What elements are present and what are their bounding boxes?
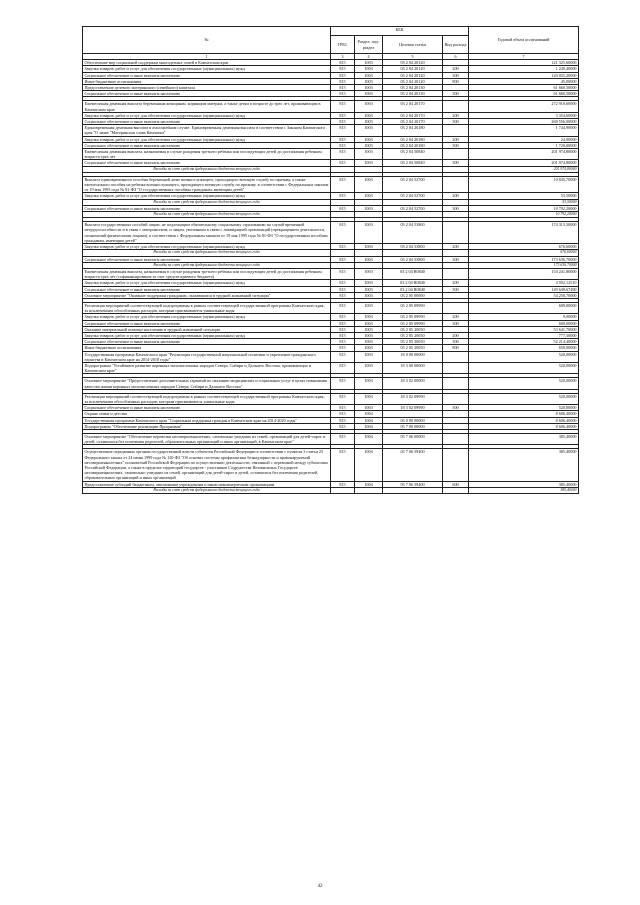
index-cell: 1	[83, 54, 331, 60]
header-razdel: Раздел, под-раздел	[355, 36, 383, 54]
row-grbs: 815	[331, 405, 355, 411]
row-vr: 200	[443, 112, 469, 118]
row-name: Ежемесячная денежная выплата, назначаемая в случае рождения третьего ребенка или последующих детей до достижения ребенком возраста трех лет	[83, 149, 331, 160]
row-name: Реализация мероприятий соответствующей подпрограммы в рамках соответствующей государственной программы Камчатского края, за исключением обособленных расходов, которым присваиваются уникальные коды	[83, 302, 331, 313]
row-razdel: 1003	[355, 244, 383, 250]
row-vr: 200	[443, 332, 469, 338]
table-row	[83, 125, 579, 136]
row-razdel: 1003	[355, 101, 383, 112]
row-grbs: 815	[331, 142, 355, 148]
row-grbs: 815	[331, 125, 355, 136]
row-name: Единовременная денежная выплата в associatedном случае: Единовременная денежная выплата в соответствии с Законом Камчатского края "О знаке "Материнская слава Камчатки"	[83, 125, 331, 136]
row-name: Закупка товаров, работ и услуг для обеспечения государственных (муниципальных) нужд	[83, 112, 331, 118]
row-grbs: 815	[331, 433, 355, 444]
row-razdel: 1003	[355, 393, 383, 404]
budget-sheet	[82, 26, 578, 494]
note-sum: 385,40000	[469, 487, 579, 493]
row-name: Закупка товаров, работ и услуг для обеспечения государственных (муниципальных) нужд	[83, 244, 331, 250]
row-sum: 53 641,70000	[469, 326, 579, 332]
row-cs: 03 2 04 50840	[383, 160, 443, 166]
row-sum: 520,00000	[469, 351, 579, 362]
table-row	[83, 149, 579, 160]
table-row	[83, 362, 579, 373]
header-kbk: КБК	[331, 27, 469, 36]
row-grbs: 815	[331, 222, 355, 244]
note-text: Расходы за счет средств федерального бюджета текущего года	[83, 487, 331, 493]
row-grbs: 815	[331, 193, 355, 199]
row-vr: 300	[443, 91, 469, 97]
row-razdel: 1003	[355, 292, 383, 298]
row-grbs: 815	[331, 481, 355, 487]
table-row	[83, 378, 579, 389]
row-razdel: 1004	[355, 481, 383, 487]
row-sum: 121 325,60000	[469, 60, 579, 66]
row-sum: 520,00000	[469, 362, 579, 373]
row-grbs: 815	[331, 302, 355, 313]
row-cs: 03 2 05 20050	[383, 326, 443, 332]
row-sum: 272 910,60000	[469, 101, 579, 112]
row-cs: 03 7 06 59400	[383, 449, 443, 481]
note-text: Расходы за счет средств федерального бюджета текущего года	[83, 250, 331, 256]
row-cs: 03 2 05 20050	[383, 339, 443, 345]
row-sum: 45,00000	[469, 78, 579, 84]
note-row	[83, 487, 579, 493]
row-razdel: 1003	[355, 119, 383, 125]
row-razdel: 1003	[355, 326, 383, 332]
row-sum: 201 974,80000	[469, 160, 579, 166]
row-cs: 18 3 00 00000	[383, 362, 443, 373]
table-row	[83, 433, 579, 444]
row-razdel: 1004	[355, 433, 383, 444]
row-sum: 61 660,50000	[469, 85, 579, 91]
row-name: Социальное обеспечение и иные выплаты населению	[83, 91, 331, 97]
row-vr: 800	[443, 78, 469, 84]
row-grbs: 815	[331, 268, 355, 279]
row-name: Ежемесячная денежная выплата, назначаемая в случае рождения третьего ребенка или последующих детей до достижения ребенком возраста трех лет (софинансирование за счет средств краевого бюджета)	[83, 268, 331, 279]
row-name: Закупка товаров, работ и услуг для обеспечения государственных (муниципальных) нужд	[83, 193, 331, 199]
row-razdel: 1003	[355, 286, 383, 292]
row-sum: 10 845,70000	[469, 176, 579, 193]
header-vr: Вид расхода	[443, 36, 469, 54]
row-razdel: 1003	[355, 205, 383, 211]
row-vr: 200	[443, 244, 469, 250]
row-grbs: 815	[331, 339, 355, 345]
row-grbs: 815	[331, 449, 355, 481]
table-row	[83, 302, 579, 313]
row-razdel: 1003	[355, 112, 383, 118]
row-sum: 777,30000	[469, 332, 579, 338]
row-razdel: 1003	[355, 66, 383, 72]
row-cs: 03 0 00 00000	[383, 417, 443, 423]
row-cs: 18 3 02 09990	[383, 405, 443, 411]
row-name: Государственная программа Камчатского края "Реализация государственной национальной политики и укрепление гражданского единства в Камчатском крае на 2014-2018 годы"	[83, 351, 331, 362]
row-cs: 03 2 04 20180	[383, 136, 443, 142]
row-razdel: 1003	[355, 339, 383, 345]
header-sum: Годовой объем ассигнований	[469, 27, 579, 54]
table-row	[83, 268, 579, 279]
row-name: Осуществление переданных органам государственной власти субъектов Российской Федерации в соответствии с пунктом 3 статьи 25 Федерального закона от 24 июня 1999 года № 120-ФЗ "Об основах системы профилактики безнадзорности и правонарушений несовершеннолетних" полномочий Российской Федерации по осуществлению деятельности, связанной с перевозкой между субъектами Российской Федерации, а также в пределах территорий государств - участников Содружества Независимых Государств несовершеннолетних, самовольно ушедших из семей, организаций для детей-сирот и детей, оставшихся без попечения родителей, образовательных организаций и иных организаций	[83, 449, 331, 481]
row-sum: 385,40000	[469, 449, 579, 481]
row-razdel: 1003	[355, 85, 383, 91]
row-vr: 300	[443, 339, 469, 345]
row-razdel: 1003	[355, 91, 383, 97]
note-text: Расходы за счет средств федерального бюджета текущего года	[83, 199, 331, 205]
row-razdel: 1003	[355, 268, 383, 279]
row-vr: 200	[443, 66, 469, 72]
row-sum: 154 241,80000	[469, 268, 579, 279]
note-text: Расходы за счет средств федерального бюджета текущего года	[83, 262, 331, 268]
row-name: Социальное обеспечение и иные выплаты населению	[83, 119, 331, 125]
row-razdel: 1003	[355, 222, 383, 244]
row-sum: 10 792,20000	[469, 205, 579, 211]
row-cs: 03 2 04 20170	[383, 112, 443, 118]
row-name: Социальное обеспечение и иные выплаты населению	[83, 286, 331, 292]
row-vr: 300	[443, 119, 469, 125]
row-sum: 1 744,90000	[469, 125, 579, 136]
row-name: Закупка товаров, работ и услуг для обеспечения государственных (муниципальных) нужд	[83, 66, 331, 72]
row-cs: 03 2 04 20180	[383, 142, 443, 148]
table-row	[83, 101, 579, 112]
row-razdel: 1003	[355, 345, 383, 351]
row-cs: 03 2 04 52700	[383, 193, 443, 199]
row-cs: 03 2 05 20050	[383, 332, 443, 338]
row-name: Социальное обеспечение и иные выплаты населению	[83, 160, 331, 166]
row-name: Социальное обеспечение и иные выплаты населению	[83, 142, 331, 148]
row-name: Социальное обеспечение и иные выплаты населению	[83, 256, 331, 262]
page-number: 42	[317, 884, 323, 889]
row-sum: 385,40000	[469, 433, 579, 444]
row-vr	[443, 449, 469, 481]
row-vr: 800	[443, 345, 469, 351]
row-razdel: 1004	[355, 449, 383, 481]
row-razdel: 1003	[355, 332, 383, 338]
row-grbs: 815	[331, 292, 355, 298]
row-cs: 18 0 00 00000	[383, 351, 443, 362]
row-name: Иные бюджетные ассигнования	[83, 78, 331, 84]
table-body	[83, 60, 579, 494]
row-sum: 8 606,40000	[469, 411, 579, 417]
row-vr: 300	[443, 405, 469, 411]
row-sum: 520,00000	[469, 405, 579, 411]
row-cs: 03 2 04 20120	[383, 60, 443, 66]
row-sum: 61 660,50000	[469, 91, 579, 97]
row-razdel: 1003	[355, 378, 383, 389]
row-name: Социальное обеспечение и иные выплаты населению	[83, 205, 331, 211]
header-no-cell: №	[83, 27, 331, 54]
row-razdel: 1004	[355, 417, 383, 423]
row-cs: 03 2 04 20120	[383, 72, 443, 78]
row-name: Подпрограмма "Обеспечение реализации Программы"	[83, 423, 331, 429]
row-sum: 8 606,40000	[469, 417, 579, 423]
row-grbs: 815	[331, 205, 355, 211]
row-grbs: 815	[331, 417, 355, 423]
table-row	[83, 176, 579, 193]
row-cs: 03 2 04 20120	[383, 66, 443, 72]
row-name: Реализация мероприятий соответствующей подпрограммы в рамках соответствующей государственной программы Камчатского края, за исключением обособленных расходов, которым присваиваются уникальные коды	[83, 393, 331, 404]
note-sum: 53,50000	[469, 199, 579, 205]
row-cs: 03 2 04 52700	[383, 205, 443, 211]
row-vr: 200	[443, 136, 469, 142]
row-sum: 52 214,40000	[469, 339, 579, 345]
row-name: Иные бюджетные ассигнования	[83, 345, 331, 351]
empty-cell	[331, 487, 355, 493]
row-vr: 200	[443, 280, 469, 286]
row-razdel: 1004	[355, 423, 383, 429]
row-cs: 03 2 04 20170	[383, 119, 443, 125]
row-sum: 8 606,40000	[469, 423, 579, 429]
row-grbs: 815	[331, 326, 355, 332]
row-vr	[443, 393, 469, 404]
row-razdel: 1003	[355, 149, 383, 160]
row-name: Закупка товаров, работ и услуг для обеспечения государственных (муниципальных) нужд	[83, 136, 331, 142]
row-sum: 385,40000	[469, 481, 579, 487]
row-razdel: 1003	[355, 142, 383, 148]
note-text: Расходы за счет средств федерального бюджета текущего года	[83, 166, 331, 172]
row-grbs: 815	[331, 332, 355, 338]
table-row	[83, 351, 579, 362]
empty-cell	[355, 487, 383, 493]
row-cs: 03 2 04 52700	[383, 176, 443, 193]
row-cs: 18 3 02 00000	[383, 378, 443, 389]
row-vr: 600	[443, 481, 469, 487]
row-cs: 03 7 00 00000	[383, 423, 443, 429]
empty-cell	[443, 487, 469, 493]
row-name: Социальное обеспечение и иные выплаты населению	[83, 320, 331, 326]
row-grbs: 815	[331, 101, 355, 112]
row-vr: 300	[443, 205, 469, 211]
row-razdel: 1003	[355, 136, 383, 142]
row-cs: 03 7 06 00000	[383, 433, 443, 444]
row-name: Основное мероприятие "Предоставление дополнительных гарантий по оказанию медицинских и социальных услуг в целях повышения качества жизни коренных малочисленных народов Севера, Сибири и Дальнего Востока"	[83, 378, 331, 389]
row-vr	[443, 222, 469, 244]
row-grbs: 815	[331, 91, 355, 97]
row-name: Основное мероприятие "Оказание поддержки гражданам, оказавшимся в трудной жизненной ситуации"	[83, 292, 331, 298]
row-sum: 174 313,30000	[469, 222, 579, 244]
row-sum: 269 556,00000	[469, 119, 579, 125]
row-razdel: 1003	[355, 176, 383, 193]
note-sum: 10 792,20000	[469, 212, 579, 218]
row-sum: 173 636,70000	[469, 256, 579, 262]
row-name: Государственная программа Камчатского края "Социальная поддержка граждан в Камчатском крае на 2014-2020 годы"	[83, 417, 331, 423]
row-name: Обеспечение мер социальной поддержки многодетных семей в Камчатском крае	[83, 60, 331, 66]
row-vr	[443, 149, 469, 160]
row-cs: 03 2 04 R0840	[383, 286, 443, 292]
table-row	[83, 449, 579, 481]
row-cs: 03 2 05 09990	[383, 314, 443, 320]
row-sum: 1 720,00000	[469, 142, 579, 148]
row-vr	[443, 351, 469, 362]
row-cs: 03 7 06 59400	[383, 481, 443, 487]
row-name: Предоставление целевого материнского (семейного) капитала	[83, 85, 331, 91]
row-cs: 03 2 04 53800	[383, 244, 443, 250]
row-sum: 54 250,70000	[469, 292, 579, 298]
table-row	[83, 222, 579, 244]
row-sum: 1 249,40000	[469, 66, 579, 72]
row-sum: 149 649,67490	[469, 286, 579, 292]
row-sum: 676,60000	[469, 244, 579, 250]
row-vr: 300	[443, 72, 469, 78]
row-vr: 300	[443, 142, 469, 148]
index-cell: 7	[469, 54, 579, 60]
index-cell: 3	[331, 54, 355, 60]
note-sum: 201 974,80000	[469, 166, 579, 172]
row-name: Выплата государственных пособий лицам, не подлежащим обязательному социальному страхованию на случай временной нетрудоспособности и в связи с материнством, и лицам, уволенным в связи с ликвидацией организаций (прекращением деятельности, полномочий физическими лицами), в соответствии с Федеральным законом от 19 мая 1995 года № 81-ФЗ "О государственных пособиях гражданам, имеющим детей"	[83, 222, 331, 244]
row-grbs: 815	[331, 362, 355, 373]
row-cs: 03 2 04 20120	[383, 78, 443, 84]
row-name: Предоставление субсидий бюджетным, автономным учреждениям и иным некоммерческим организациям	[83, 481, 331, 487]
row-name: Основное мероприятие "Обеспечение перевозки несовершеннолетних, самовольно ушедших из семей, организаций для детей-сирот и детей, оставшихся без попечения родителей, образовательных организаций и иных организаций, в Камчатском крае"	[83, 433, 331, 444]
row-cs: 03 2 04 20170	[383, 101, 443, 112]
row-grbs: 815	[331, 160, 355, 166]
row-vr	[443, 378, 469, 389]
row-vr: 200	[443, 314, 469, 320]
row-cs: 03 2 04 53800	[383, 256, 443, 262]
row-razdel: 1003	[355, 280, 383, 286]
row-vr	[443, 433, 469, 444]
row-sum: 520,00000	[469, 378, 579, 389]
row-sum: 3 354,60000	[469, 112, 579, 118]
row-grbs: 815	[331, 280, 355, 286]
row-vr	[443, 101, 469, 112]
row-vr: 300	[443, 160, 469, 166]
row-grbs: 815	[331, 411, 355, 417]
row-sum: 53,50000	[469, 193, 579, 199]
row-name: Социальное обеспечение и иные выплаты населению	[83, 339, 331, 345]
row-razdel: 1003	[355, 405, 383, 411]
row-grbs: 815	[331, 85, 355, 91]
row-grbs: 815	[331, 72, 355, 78]
row-grbs: 815	[331, 149, 355, 160]
row-sum: 120 031,20000	[469, 72, 579, 78]
note-text: Расходы за счет средств федерального бюджета текущего года	[83, 212, 331, 218]
row-grbs: 815	[331, 176, 355, 193]
note-sum: 676,60000	[469, 250, 579, 256]
row-razdel: 1003	[355, 78, 383, 84]
table-row	[83, 393, 579, 404]
row-cs: 03 2 04 R0840	[383, 268, 443, 279]
row-grbs: 815	[331, 286, 355, 292]
row-razdel: 1003	[355, 193, 383, 199]
row-cs: 03 2 04 53800	[383, 222, 443, 244]
row-razdel: 1003	[355, 320, 383, 326]
row-sum: 650,00000	[469, 345, 579, 351]
row-vr: 300	[443, 286, 469, 292]
budget-table	[82, 26, 579, 494]
header-cs: Целевая статья	[383, 36, 443, 54]
row-name: Выплата единовременного пособия беременной жене военнослужащего, проходящего военную службу по призыву, а также ежемесячного пособия на ребенка военнослужащего, проходящего военную службу по призыву, в соответствии с Федеральным законом от 19 мая 1995 года № 81-ФЗ "О государственных пособиях гражданам, имеющим детей"	[83, 176, 331, 193]
row-sum: 9,00000	[469, 314, 579, 320]
row-razdel: 1003	[355, 351, 383, 362]
row-grbs: 815	[331, 393, 355, 404]
row-razdel: 1003	[355, 362, 383, 373]
row-razdel: 1003	[355, 72, 383, 78]
row-name: Ежемесячная денежная выплата беременным женщинам, кормящим матерям, а также детям в возрасте до трех лет, проживающим в Камчатском крае	[83, 101, 331, 112]
row-razdel: 1004	[355, 411, 383, 417]
row-sum: 4 592,12510	[469, 280, 579, 286]
row-grbs: 815	[331, 345, 355, 351]
row-razdel: 1003	[355, 60, 383, 66]
row-name: Социальное обеспечение и иные выплаты населению	[83, 72, 331, 78]
index-cell: 6	[443, 54, 469, 60]
row-razdel: 1003	[355, 256, 383, 262]
row-cs: 03 2 05 20050	[383, 345, 443, 351]
row-name: Закупка товаров, работ и услуг для обеспечения государственных (муниципальных) нужд	[83, 280, 331, 286]
row-grbs: 815	[331, 78, 355, 84]
row-grbs: 815	[331, 351, 355, 362]
row-cs: 03 2 05 09990	[383, 302, 443, 313]
index-cell: 5	[383, 54, 443, 60]
row-grbs: 815	[331, 66, 355, 72]
row-grbs: 815	[331, 244, 355, 250]
row-cs: 03 2 04 20130	[383, 91, 443, 97]
row-grbs: 815	[331, 378, 355, 389]
row-vr	[443, 176, 469, 193]
row-vr: 300	[443, 320, 469, 326]
row-vr	[443, 125, 469, 136]
header-grbs: ГРБС	[331, 36, 355, 54]
row-cs: 03 2 05 00000	[383, 292, 443, 298]
row-vr	[443, 362, 469, 373]
row-cs: 18 3 02 09990	[383, 393, 443, 404]
row-vr: 200	[443, 193, 469, 199]
row-razdel: 1003	[355, 160, 383, 166]
row-name: Закупка товаров, работ и услуг для обеспечения государственных (муниципальных) нужд	[83, 314, 331, 320]
row-razdel: 1003	[355, 302, 383, 313]
row-cs: 03 2 04 R0840	[383, 280, 443, 286]
row-grbs: 815	[331, 60, 355, 66]
row-grbs: 815	[331, 423, 355, 429]
row-grbs: 815	[331, 136, 355, 142]
row-cs: 03 2 04 20130	[383, 85, 443, 91]
row-sum: 609,00000	[469, 302, 579, 313]
row-sum: 201 974,80000	[469, 149, 579, 160]
row-grbs: 815	[331, 119, 355, 125]
row-grbs: 815	[331, 256, 355, 262]
row-sum: 520,00000	[469, 393, 579, 404]
row-grbs: 815	[331, 112, 355, 118]
row-vr: 300	[443, 256, 469, 262]
row-sum: 24,90000	[469, 136, 579, 142]
empty-cell	[383, 487, 443, 493]
index-cell: 4	[355, 54, 383, 60]
row-grbs: 815	[331, 314, 355, 320]
row-cs: 03 2 04 50840	[383, 149, 443, 160]
row-vr	[443, 268, 469, 279]
row-cs: 03 2 04 20180	[383, 125, 443, 136]
row-vr	[443, 302, 469, 313]
note-sum: 173 636,70000	[469, 262, 579, 268]
row-cs: 03 2 05 09990	[383, 320, 443, 326]
row-razdel: 1003	[355, 125, 383, 136]
row-name: Подпрограмма "Устойчивое развитие коренных малочисленных народов Севера, Сибири и Дальнего Востока, проживающих в Камчатском крае"	[83, 362, 331, 373]
row-razdel: 1003	[355, 314, 383, 320]
row-sum: 600,00000	[469, 320, 579, 326]
row-name: Охрана семьи и детства	[83, 411, 331, 417]
row-name: Оказание материальной помощи населению в трудной жизненной ситуации	[83, 326, 331, 332]
row-grbs: 815	[331, 320, 355, 326]
row-name: Закупка товаров, работ и услуг для обеспечения государственных (муниципальных) нужд	[83, 332, 331, 338]
row-name: Социальное обеспечение и иные выплаты населению	[83, 405, 331, 411]
